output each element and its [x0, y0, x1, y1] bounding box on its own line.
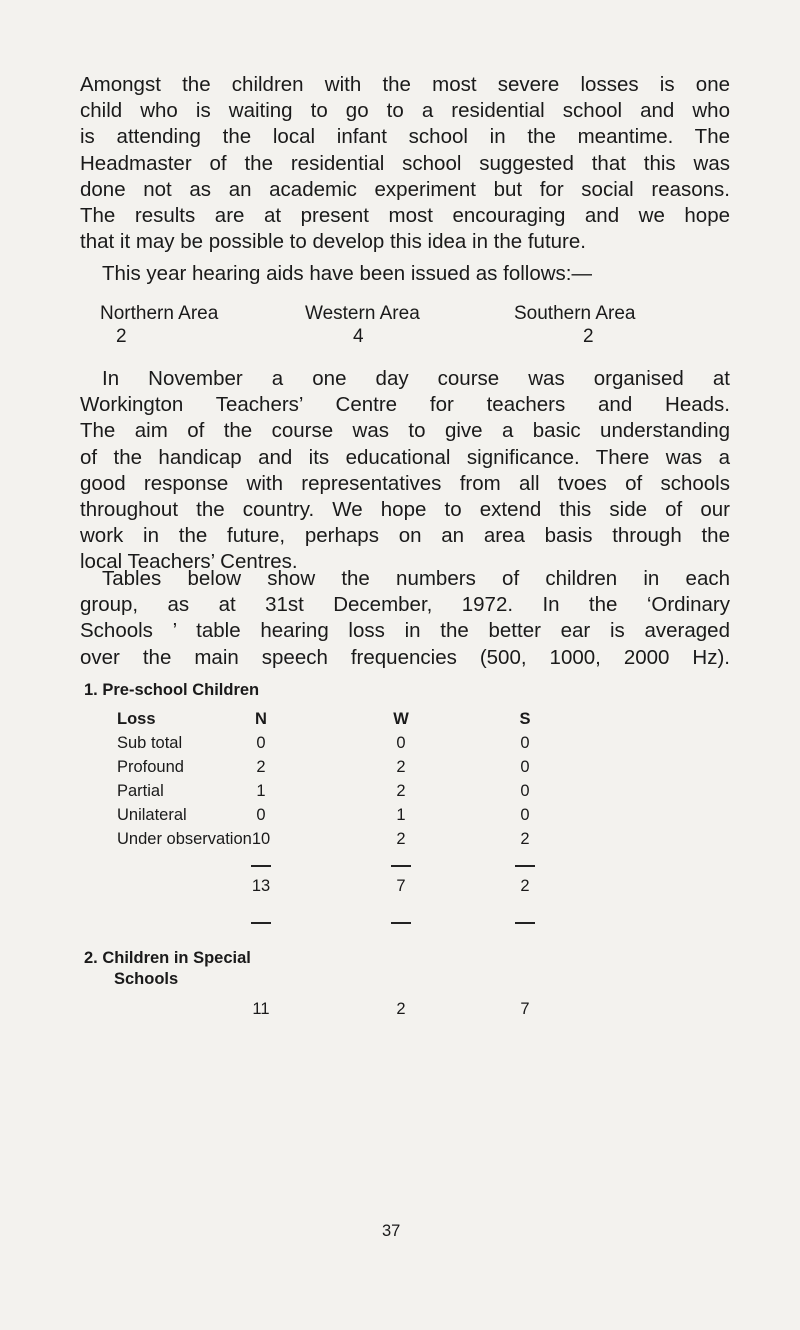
text-line: over the main speech frequencies (500, 1000, 2000 Hz). [80, 645, 730, 669]
column-header-w: W [393, 710, 409, 728]
text-line: In November a one day course was organised at [102, 367, 730, 390]
cell-s: 0 [520, 782, 530, 800]
paragraph-course [80, 366, 730, 576]
text-line: Workington Teachers’ Centre for teachers and Heads. [80, 393, 730, 417]
text-line: group, as at 31st December, 1972. In the ‘Ordinary [80, 593, 730, 617]
column-header-s: S [519, 710, 531, 728]
row-label: Under observation [117, 830, 252, 848]
cell-n: 0 [256, 806, 266, 824]
row-label: Unilateral [117, 806, 187, 824]
end-rule-n [251, 922, 271, 924]
cell-n: 2 [256, 758, 266, 776]
cell-s: 0 [520, 806, 530, 824]
text-line: Schools ’ table hearing loss in the better ear is averaged [80, 619, 730, 643]
total-rule-s [515, 865, 535, 867]
total-w: 7 [396, 877, 406, 895]
paragraph-hearing-aids [80, 261, 730, 287]
text-line: that it may be possible to develop this idea in the future. [80, 230, 586, 254]
cell-s: 7 [520, 1000, 530, 1018]
table1-totals-row [0, 877, 800, 901]
total-s: 2 [520, 877, 530, 895]
cell-n: 11 [252, 1000, 270, 1018]
text-line: Amongst the children with the most severe losses is one [80, 73, 730, 96]
table1-title: 1. Pre-school Children [84, 681, 260, 699]
area-northern-count: 2 [116, 326, 127, 347]
table1-header-row [0, 710, 800, 734]
area-western-count: 4 [353, 326, 364, 347]
cell-s: 2 [520, 830, 530, 848]
total-n: 13 [251, 877, 271, 895]
cell-s: 0 [520, 758, 530, 776]
total-rule-n [251, 865, 271, 867]
text-line: local Teachers’ Centres. [80, 550, 298, 574]
cell-w: 2 [396, 782, 406, 800]
area-western-label: Western Area [305, 303, 420, 324]
end-rule-w [391, 922, 411, 924]
paragraph-tables-intro [80, 566, 730, 671]
text-line: done not as an academic experiment but for social reasons. [80, 177, 730, 201]
row-label: Profound [117, 758, 184, 776]
table-row [0, 806, 800, 830]
text-line: good response with representatives from all tvoes of schools [80, 471, 730, 495]
row-label: Sub total [117, 734, 183, 752]
text-line: The results are at present most encouraging and we hope [80, 204, 730, 228]
text-line: The aim of the course was to give a basic understanding [80, 419, 730, 443]
text-line: Tables below show the numbers of children in each [102, 567, 730, 590]
text-line: is attending the local infant school in the meantime. The [80, 125, 730, 149]
text-line: throughout the country. We hope to extend this side of our [80, 498, 730, 522]
table2-values-row [0, 1000, 800, 1024]
cell-w: 2 [396, 830, 406, 848]
text-line: child who is waiting to go to a residential school and who [80, 99, 730, 123]
cell-w: 0 [396, 734, 406, 752]
cell-s: 0 [520, 734, 530, 752]
paragraph-residential-school [80, 72, 730, 255]
page-number: 37 [382, 1222, 401, 1240]
row-label: Partial [117, 782, 164, 800]
table-row [0, 758, 800, 782]
text-line: This year hearing aids have been issued as follows:— [102, 262, 592, 285]
text-line: work in the future, perhaps on an area basis through the [80, 524, 730, 548]
table-row [0, 830, 800, 854]
cell-n: 1 [256, 782, 266, 800]
cell-w: 2 [396, 1000, 406, 1018]
end-rule-s [515, 922, 535, 924]
cell-w: 1 [396, 806, 406, 824]
table2-title [84, 948, 251, 990]
area-southern-label: Southern Area [514, 303, 636, 324]
cell-n: 0 [256, 734, 266, 752]
table-row [0, 734, 800, 758]
table2-title-line2: Schools [114, 970, 179, 988]
total-rule-w [391, 865, 411, 867]
table-row [0, 782, 800, 806]
text-line: of the handicap and its educational significance. There was a [80, 445, 730, 469]
text-line: Headmaster of the residential school suggested that this was [80, 151, 730, 175]
table2-title-line1: 2. Children in Special [84, 949, 251, 967]
column-header-n: N [255, 710, 267, 728]
cell-n: 10 [251, 830, 271, 848]
column-header-loss: Loss [117, 710, 156, 728]
area-northern-label: Northern Area [100, 303, 219, 324]
cell-w: 2 [396, 758, 406, 776]
area-southern-count: 2 [583, 326, 594, 347]
